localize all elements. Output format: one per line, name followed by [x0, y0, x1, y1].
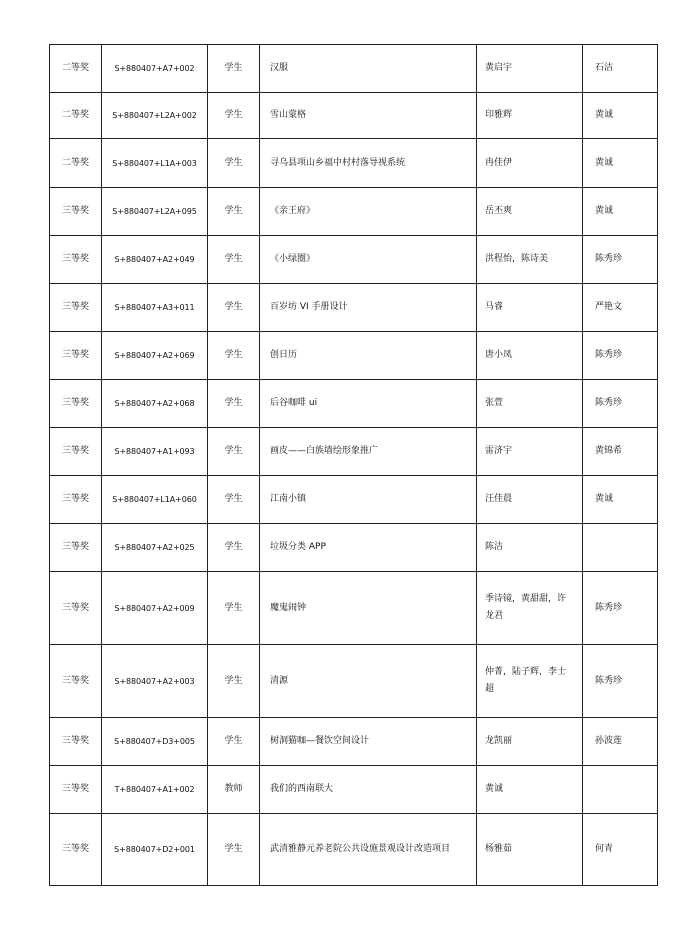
award-table-body [50, 45, 658, 886]
participant-type-cell: 学生 [208, 93, 260, 139]
authors-cell: 印雅辉 [477, 93, 583, 139]
entry-code-cell: S+880407+A2+025 [102, 524, 208, 572]
participant-type-cell: 学生 [208, 332, 260, 380]
authors-cell: 黄诚 [477, 766, 583, 814]
award-level-cell: 二等奖 [50, 139, 102, 188]
advisor-cell: 黄诚 [583, 476, 658, 524]
entry-code-cell: S+880407+A2+003 [102, 645, 208, 718]
advisor-cell: 黄诚 [583, 139, 658, 188]
table-row [50, 45, 658, 93]
entry-code-cell: S+880407+A2+009 [102, 572, 208, 645]
entry-code-cell: S+880407+A2+068 [102, 380, 208, 428]
authors-cell: 汪佳晨 [477, 476, 583, 524]
table-row [50, 814, 658, 886]
table-row [50, 428, 658, 476]
authors-cell: 雷济宇 [477, 428, 583, 476]
award-level-cell: 二等奖 [50, 93, 102, 139]
award-level-cell: 三等奖 [50, 428, 102, 476]
participant-type-cell: 学生 [208, 45, 260, 93]
entry-code-cell: S+880407+A3+011 [102, 284, 208, 332]
table-row [50, 236, 658, 284]
work-title-cell: 树洞猫咖—餐饮空间设计 [260, 718, 477, 766]
authors-cell: 仲菁，陆子辉，李士超 [477, 645, 583, 718]
table-row [50, 93, 658, 139]
work-title-cell: 武清雅静元养老院公共设施景观设计改造项目 [260, 814, 477, 886]
entry-code-cell: S+880407+L2A+095 [102, 188, 208, 236]
award-level-cell: 三等奖 [50, 572, 102, 645]
award-level-cell: 三等奖 [50, 718, 102, 766]
advisor-cell [583, 766, 658, 814]
award-level-cell: 三等奖 [50, 380, 102, 428]
advisor-cell: 黄诚 [583, 188, 658, 236]
work-title-cell: 寻乌县项山乡福中村村落导视系统 [260, 139, 477, 188]
work-title-cell: 创日历 [260, 332, 477, 380]
table-row [50, 718, 658, 766]
work-title-cell: 雪山蒙格 [260, 93, 477, 139]
entry-code-cell: S+880407+A7+002 [102, 45, 208, 93]
advisor-cell: 孙波莲 [583, 718, 658, 766]
participant-type-cell: 学生 [208, 139, 260, 188]
advisor-cell [583, 524, 658, 572]
entry-code-cell: T+880407+A1+002 [102, 766, 208, 814]
authors-cell: 陈洁 [477, 524, 583, 572]
table-row [50, 139, 658, 188]
work-title-cell: 《亲王府》 [260, 188, 477, 236]
participant-type-cell: 学生 [208, 814, 260, 886]
award-level-cell: 三等奖 [50, 814, 102, 886]
authors-cell: 杨雅茹 [477, 814, 583, 886]
table-row [50, 332, 658, 380]
participant-type-cell: 学生 [208, 284, 260, 332]
authors-cell: 岳丕爽 [477, 188, 583, 236]
authors-cell: 季诗镜，黄甜甜，许龙君 [477, 572, 583, 645]
award-level-cell: 三等奖 [50, 236, 102, 284]
advisor-cell: 陈秀珍 [583, 380, 658, 428]
advisor-cell: 陈秀珍 [583, 572, 658, 645]
work-title-cell: 汉服 [260, 45, 477, 93]
participant-type-cell: 学生 [208, 476, 260, 524]
table-row [50, 188, 658, 236]
work-title-cell: 江南小镇 [260, 476, 477, 524]
authors-cell: 龙凯丽 [477, 718, 583, 766]
award-level-cell: 三等奖 [50, 766, 102, 814]
advisor-cell: 严艳文 [583, 284, 658, 332]
table-row [50, 380, 658, 428]
participant-type-cell: 学生 [208, 236, 260, 284]
award-table [49, 44, 658, 886]
advisor-cell: 陈秀珍 [583, 236, 658, 284]
work-title-cell: 我们的西南联大 [260, 766, 477, 814]
award-level-cell: 三等奖 [50, 476, 102, 524]
table-row [50, 524, 658, 572]
award-level-cell: 三等奖 [50, 188, 102, 236]
work-title-cell: 清源 [260, 645, 477, 718]
participant-type-cell: 学生 [208, 524, 260, 572]
table-row [50, 476, 658, 524]
table-row [50, 645, 658, 718]
advisor-cell: 石洁 [583, 45, 658, 93]
advisor-cell: 陈秀珍 [583, 645, 658, 718]
table-row [50, 284, 658, 332]
participant-type-cell: 学生 [208, 572, 260, 645]
work-title-cell: 《小绿圈》 [260, 236, 477, 284]
authors-cell: 马睿 [477, 284, 583, 332]
table-row [50, 572, 658, 645]
work-title-cell: 画皮——白族墙绘形象推广 [260, 428, 477, 476]
work-title-cell: 垃圾分类 APP [260, 524, 477, 572]
entry-code-cell: S+880407+D2+001 [102, 814, 208, 886]
advisor-cell: 黄诚 [583, 93, 658, 139]
participant-type-cell: 学生 [208, 428, 260, 476]
participant-type-cell: 学生 [208, 380, 260, 428]
authors-cell: 洪程怡，陈诗美 [477, 236, 583, 284]
authors-cell: 张萱 [477, 380, 583, 428]
entry-code-cell: S+880407+A1+093 [102, 428, 208, 476]
participant-type-cell: 学生 [208, 718, 260, 766]
award-level-cell: 三等奖 [50, 524, 102, 572]
authors-cell: 黄启宇 [477, 45, 583, 93]
entry-code-cell: S+880407+A2+049 [102, 236, 208, 284]
entry-code-cell: S+880407+L1A+060 [102, 476, 208, 524]
participant-type-cell: 学生 [208, 188, 260, 236]
advisor-cell: 黄锦希 [583, 428, 658, 476]
work-title-cell: 百岁坊 VI 手册设计 [260, 284, 477, 332]
entry-code-cell: S+880407+D3+005 [102, 718, 208, 766]
award-level-cell: 二等奖 [50, 45, 102, 93]
award-level-cell: 三等奖 [50, 332, 102, 380]
participant-type-cell: 学生 [208, 645, 260, 718]
entry-code-cell: S+880407+A2+069 [102, 332, 208, 380]
advisor-cell: 陈秀珍 [583, 332, 658, 380]
participant-type-cell: 教师 [208, 766, 260, 814]
work-title-cell: 后谷咖啡 ui [260, 380, 477, 428]
authors-cell: 冉佳伊 [477, 139, 583, 188]
authors-cell: 唐小凤 [477, 332, 583, 380]
award-level-cell: 三等奖 [50, 645, 102, 718]
advisor-cell: 何青 [583, 814, 658, 886]
award-level-cell: 三等奖 [50, 284, 102, 332]
work-title-cell: 魔鬼闹钟 [260, 572, 477, 645]
table-row [50, 766, 658, 814]
entry-code-cell: S+880407+L2A+002 [102, 93, 208, 139]
entry-code-cell: S+880407+L1A+003 [102, 139, 208, 188]
